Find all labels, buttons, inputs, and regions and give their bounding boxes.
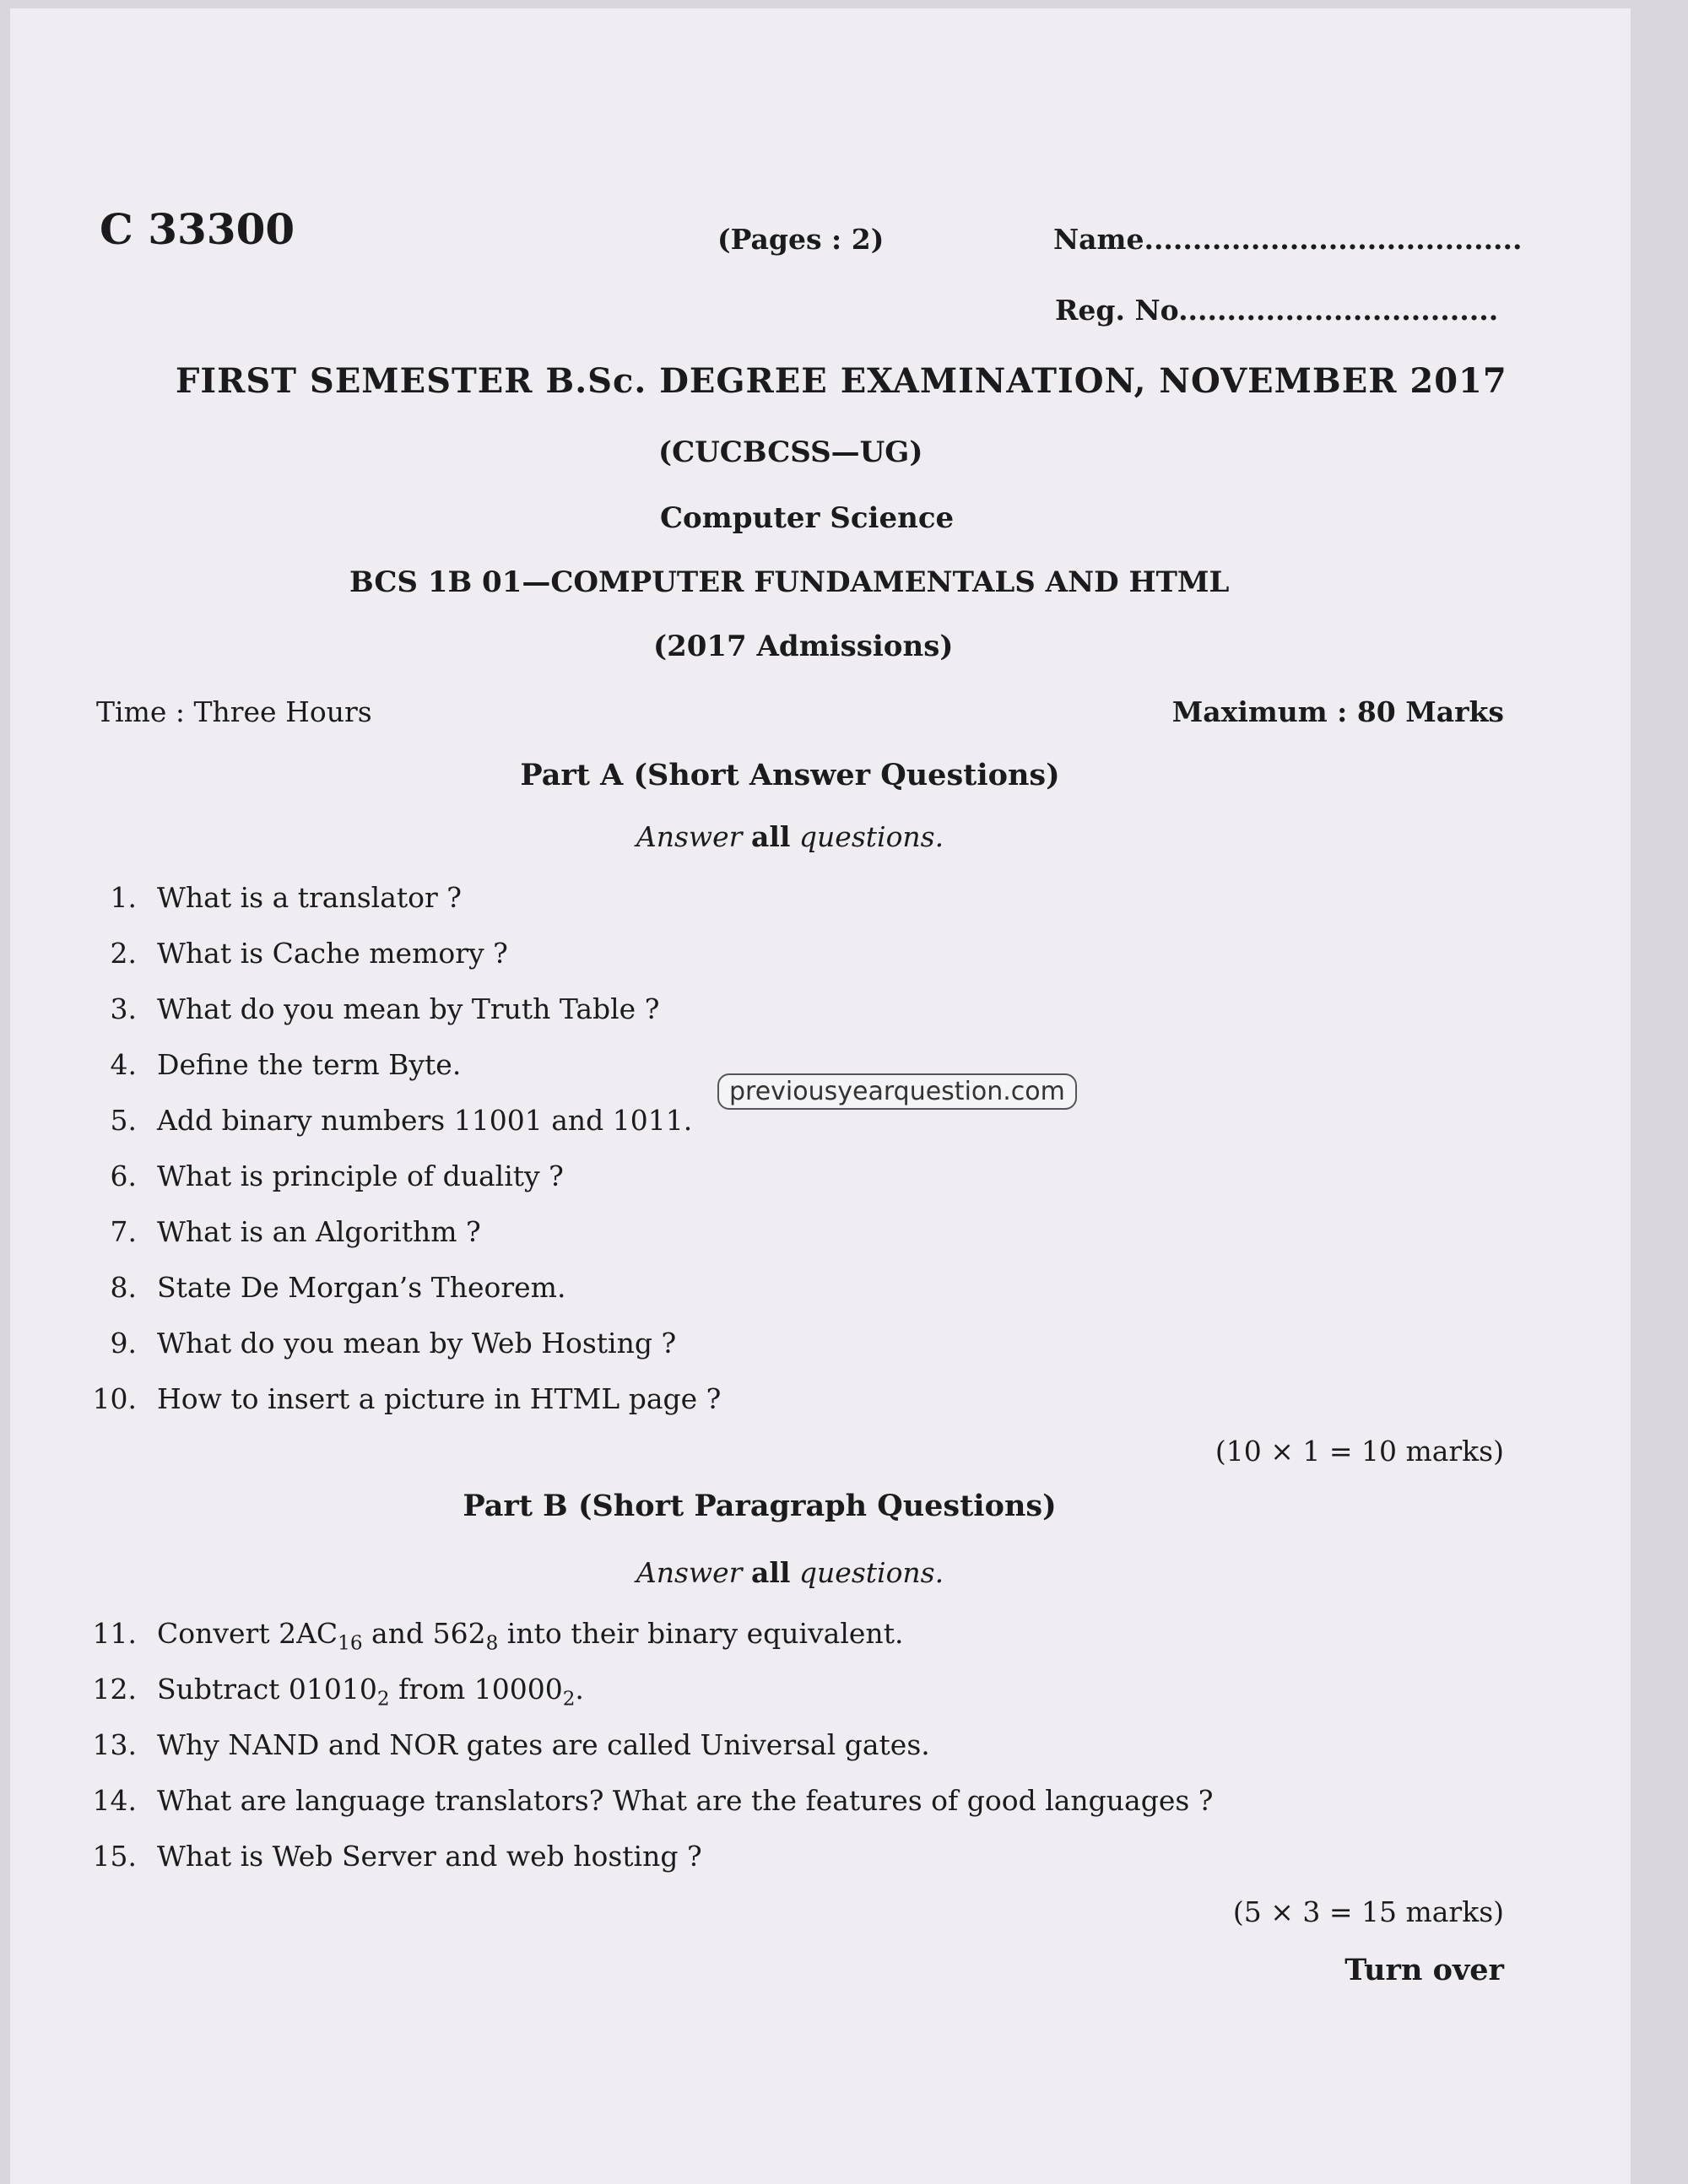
part-a-instruction: Answer all questions. bbox=[636, 820, 944, 853]
subject: Computer Science bbox=[660, 501, 955, 535]
part-b-instruction: Answer all questions. bbox=[636, 1556, 944, 1589]
reg-no-field: Reg. No................................. bbox=[1055, 294, 1499, 327]
question-6: 6. What is principle of duality ? bbox=[110, 1160, 564, 1192]
question-13: 13. Why NAND and NOR gates are called Universal gates. bbox=[92, 1728, 930, 1761]
part-b-marks: (5 × 3 = 15 marks) bbox=[1232, 1895, 1504, 1928]
maximum-marks: Maximum : 80 Marks bbox=[1171, 695, 1504, 728]
exam-title: FIRST SEMESTER B.Sc. DEGREE EXAMINATION, NOVEMBER 2017 bbox=[176, 361, 1507, 401]
question-1: 1. What is a translator ? bbox=[110, 881, 462, 914]
question-15: 15. What is Web Server and web hosting ? bbox=[92, 1840, 702, 1873]
question-8: 8. State De Morgan’s Theorem. bbox=[110, 1271, 566, 1304]
question-10: 10. How to insert a picture in HTML page ? bbox=[92, 1382, 722, 1415]
admissions: (2017 Admissions) bbox=[653, 630, 954, 663]
watermark-stamp: previousyearquestion.com bbox=[717, 1073, 1077, 1110]
question-5: 5. Add binary numbers 11001 and 1011. bbox=[110, 1104, 693, 1137]
exam-page bbox=[10, 8, 1631, 2184]
part-a-title: Part A (Short Answer Questions) bbox=[520, 758, 1060, 792]
page-count: (Pages : 2) bbox=[717, 223, 885, 256]
question-4: 4. Define the term Byte. bbox=[110, 1048, 462, 1081]
paper-title: BCS 1B 01—COMPUTER FUNDAMENTALS AND HTML bbox=[349, 565, 1230, 599]
turn-over: Turn over bbox=[1344, 1953, 1504, 1987]
question-11: 11. Convert $2AC_{16}$ and $562_8$ into their binary equivalent. bbox=[92, 1617, 904, 1655]
question-2: 2. What is Cache memory ? bbox=[110, 937, 508, 970]
part-a-marks: (10 × 1 = 10 marks) bbox=[1215, 1435, 1504, 1468]
scheme: (CUCBCSS—UG) bbox=[658, 435, 923, 469]
question-7: 7. What is an Algorithm ? bbox=[110, 1215, 481, 1248]
question-9: 9. What do you mean by Web Hosting ? bbox=[110, 1327, 677, 1360]
question-3: 3. What do you mean by Truth Table ? bbox=[110, 992, 660, 1025]
part-b-title: Part B (Short Paragraph Questions) bbox=[463, 1489, 1057, 1523]
question-14: 14. What are language translators? What are the features of good languages ? bbox=[92, 1784, 1214, 1817]
question-12: 12. Subtract $01010_2$ from $10000_2$. bbox=[92, 1673, 584, 1711]
exam-duration: Time : Three Hours bbox=[96, 695, 372, 728]
name-field: Name....................................... bbox=[1053, 223, 1523, 256]
paper-code: C 33300 bbox=[100, 204, 295, 254]
